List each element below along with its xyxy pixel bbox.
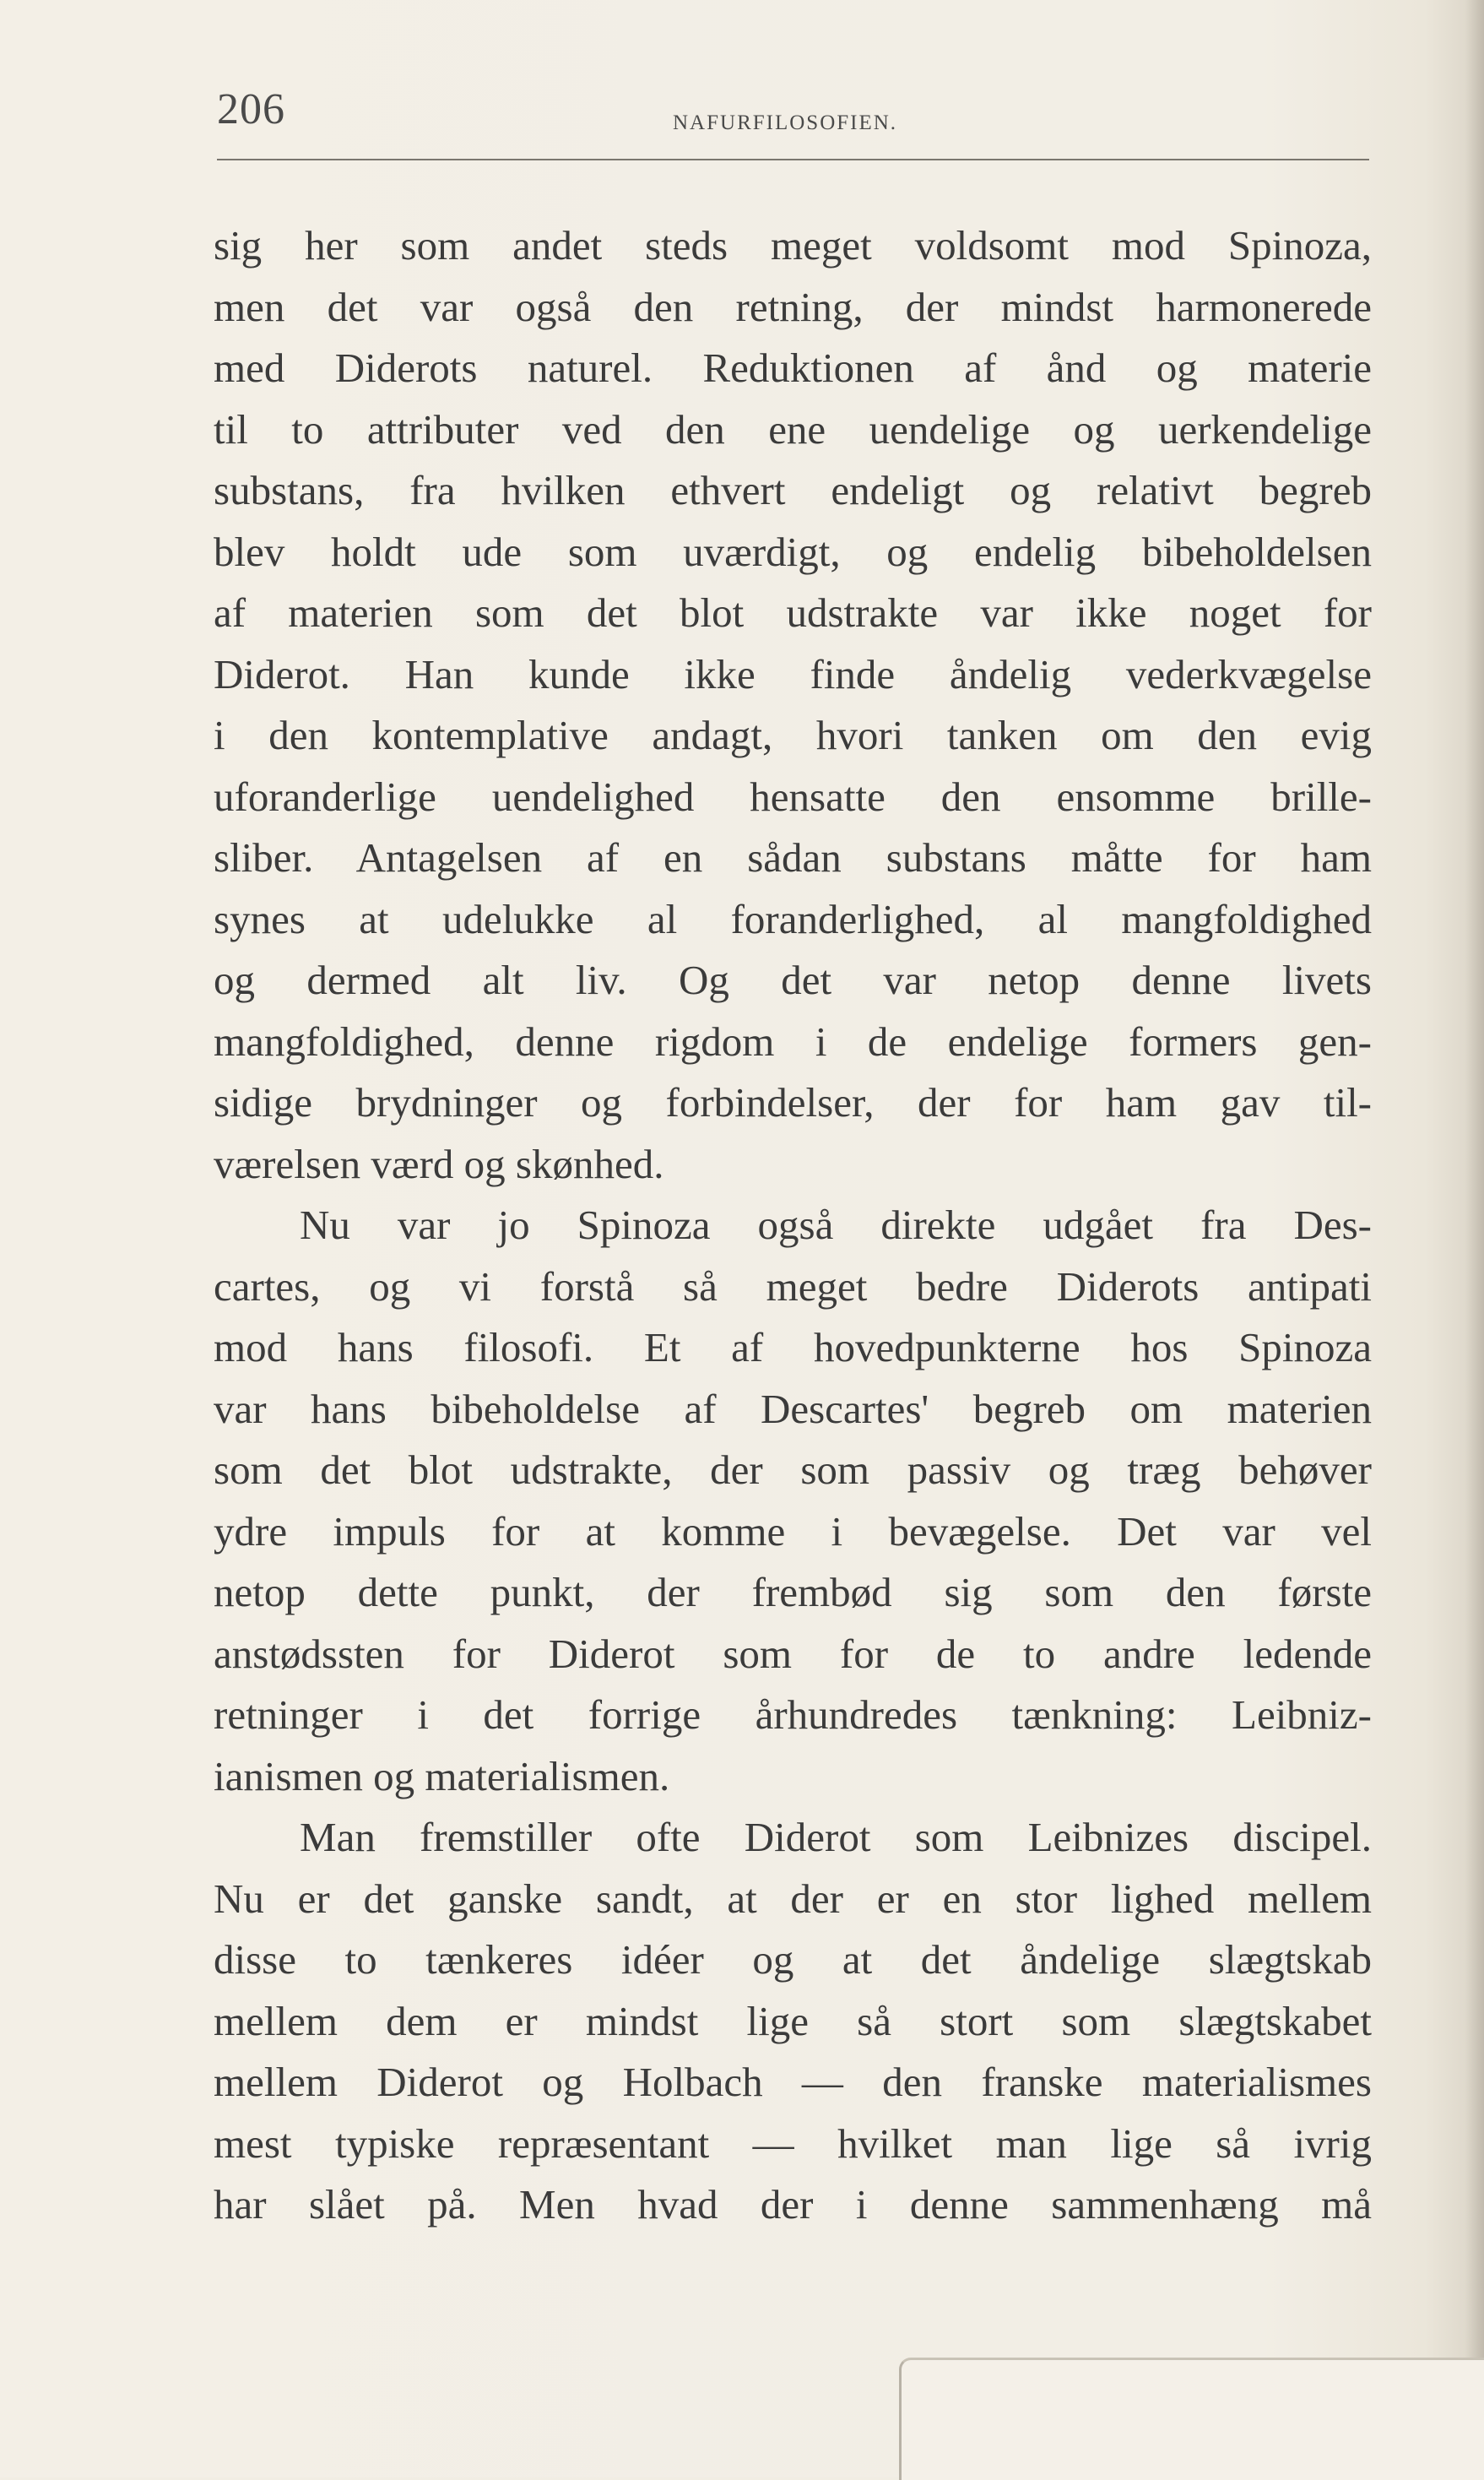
text-line: sig her som andet steds meget voldsomt mod Spinoza, [214, 222, 1372, 269]
text-line: retninger i det forrige århundredes tænkning: Leibniz- [214, 1691, 1372, 1738]
header-rule [217, 159, 1369, 160]
text-line: sliber. Antagelsen af en sådan substans måtte for ham [214, 834, 1372, 881]
text-line: ydre impuls for at komme i bevægelse. Det var vel [214, 1507, 1372, 1555]
text-line: disse to tænkeres idéer og at det åndelige slægtskab [214, 1936, 1372, 1983]
library-stamp-outline [899, 2358, 1484, 2480]
paragraph-first-line: Man fremstiller ofte Diderot som Leibnizes discipel. [300, 1814, 1372, 1860]
text-line: sidige brydninger og forbindelser, der for ham gav til- [214, 1079, 1372, 1126]
text-line: mod hans filosofi. Et af hovedpunkterne hos Spinoza [214, 1324, 1372, 1370]
running-head-title: NAFURFILOSOFIEN. [673, 111, 898, 134]
text-line: substans, fra hvilken ethvert endeligt og relativt begreb [214, 467, 1372, 513]
text-line: med Diderots naturel. Reduktionen af ånd og materie [214, 345, 1372, 391]
text-line: mellem Diderot og Holbach — den franske materialismes [214, 2059, 1372, 2105]
text-line: til to attributer ved den ene uendelige og uerkendelige [214, 405, 1372, 453]
text-line: cartes, og vi forstå så meget bedre Diderots antipati [214, 1262, 1372, 1310]
text-line: ianismen og materialismen. [214, 1752, 670, 1799]
text-line: som det blot udstrakte, der som passiv og træg behøver [214, 1446, 1372, 1493]
page-edge-shadow [1465, 0, 1484, 2477]
text-line: uforanderlige uendelighed hensatte den ensomme brille- [214, 773, 1372, 820]
text-line: anstødssten for Diderot som for de to andre ledende [214, 1630, 1372, 1677]
text-line: mangfoldighed, denne rigdom i de endelige formers gen- [214, 1018, 1372, 1065]
text-line: Diderot. Han kunde ikke finde åndelig vederkvægelse [214, 650, 1372, 697]
text-line: blev holdt ude som uværdigt, og endelig bibeholdelsen [214, 528, 1372, 575]
text-line: mest typiske repræsentant — hvilket man lige så ivrig [214, 2119, 1372, 2167]
text-line: synes at udelukke al foranderlighed, al mangfoldighed [214, 895, 1372, 942]
text-line: værelsen værd og skønhed. [214, 1140, 664, 1187]
body-text [214, 215, 1372, 2236]
text-line: Nu er det ganske sandt, at der er en stor lighed mellem [214, 1875, 1372, 1922]
paragraph-first-line: Nu var jo Spinoza også direkte udgået fra Des- [300, 1202, 1372, 1248]
text-line: i den kontemplative andagt, hvori tanken om den evig [214, 712, 1372, 758]
text-line: var hans bibeholdelse af Descartes' begreb om materien [214, 1385, 1372, 1432]
text-line: mellem dem er mindst lige så stort som slægtskabet [214, 1997, 1372, 2044]
text-line: og dermed alt liv. Og det var netop denne livets [214, 957, 1372, 1003]
text-line: har slået på. Men hvad der i denne sammenhæng må [214, 2181, 1372, 2228]
text-line: netop dette punkt, der frembød sig som den første [214, 1569, 1372, 1615]
text-line: men det var også den retning, der mindst harmonerede [214, 283, 1372, 330]
page-number: 206 [217, 85, 285, 133]
running-head [217, 84, 1369, 160]
text-line: af materien som det blot udstrakte var ikke noget for [214, 589, 1372, 636]
